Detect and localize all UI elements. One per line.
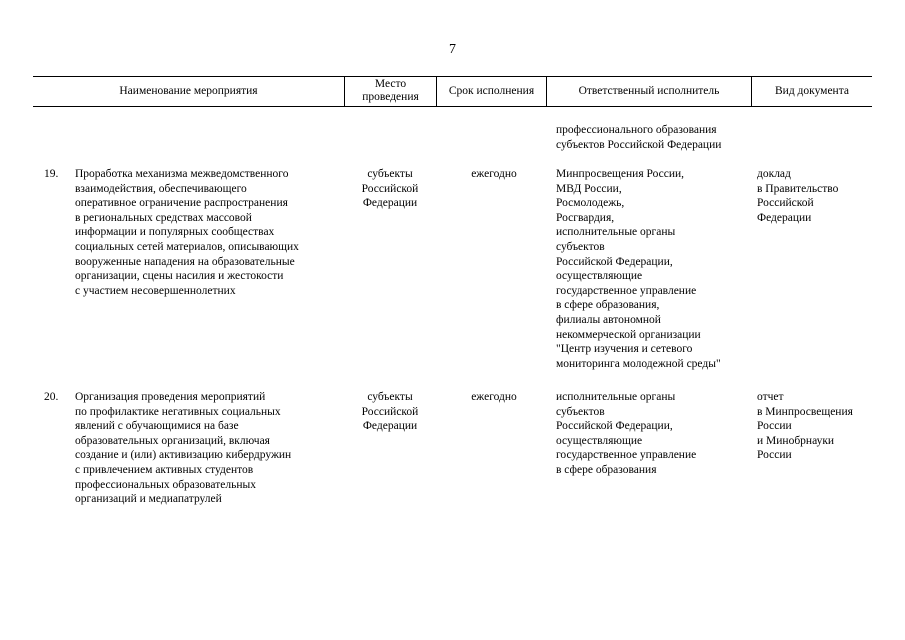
header-doc-type-text: Вид документа (775, 84, 849, 97)
row-19-executor: Минпросвещения России, МВД России, Росмолодежь, Росгвардия, исполнительные органы субъектов Российской Федерации, осуществляющие государственное управление в сфере образования, филиалы автономной некоммерческой организации "Центр изучения и сетевого мониторинга молодежной среды" (556, 168, 721, 370)
row-20-term: ежегодно (471, 391, 517, 403)
row-20-name: Организация проведения мероприятий по профилактике негативных социальных явлений с обучающимися на базе образовательных организаций, включая создание и (или) активизацию кибердружин с привлечением активных студентов профессиональных образовательных организаций и медиапатрулей (75, 391, 292, 506)
header-doc-type (751, 76, 872, 106)
header-place (344, 76, 436, 106)
row-19-doc-type: доклад в Правительство Российской Федерации (757, 168, 839, 224)
header-place-text: Место проведения (362, 78, 419, 103)
continuation-executor: профессионального образования субъектов Российской Федерации (556, 124, 722, 151)
header-executor-text: Ответственный исполнитель (578, 84, 720, 97)
row-19-name: Проработка механизма межведомственного взаимодействия, обеспечивающего оперативное ограничение распространения в региональных средствах массовой информации и популярных сообществах социальных сетей материалов, описывающих вооруженные нападения на образовательные организации, сцены насилия и жестокости с участием несовершеннолетних (75, 168, 299, 297)
header-executor (546, 76, 751, 106)
header-term-text: Срок исполнения (448, 84, 535, 97)
row-20-place: субъекты Российской Федерации (361, 391, 419, 433)
row-19-place: субъекты Российской Федерации (361, 168, 419, 210)
row-20-number: 20. (44, 391, 59, 403)
page-number: 7 (449, 42, 456, 57)
header-name-text: Наименование мероприятия (119, 84, 258, 97)
row-20-doc-type: отчет в Минпросвещения России и Минобрнауки России (757, 391, 853, 462)
header-name (33, 76, 344, 106)
row-20-executor: исполнительные органы субъектов Российской Федерации, осуществляющие государственное управление в сфере образования (556, 391, 697, 476)
row-19-term: ежегодно (471, 168, 517, 180)
row-19-number: 19. (44, 168, 59, 180)
table-header-bottom-rule (33, 106, 872, 107)
table-header (33, 76, 872, 106)
header-term (436, 76, 546, 106)
